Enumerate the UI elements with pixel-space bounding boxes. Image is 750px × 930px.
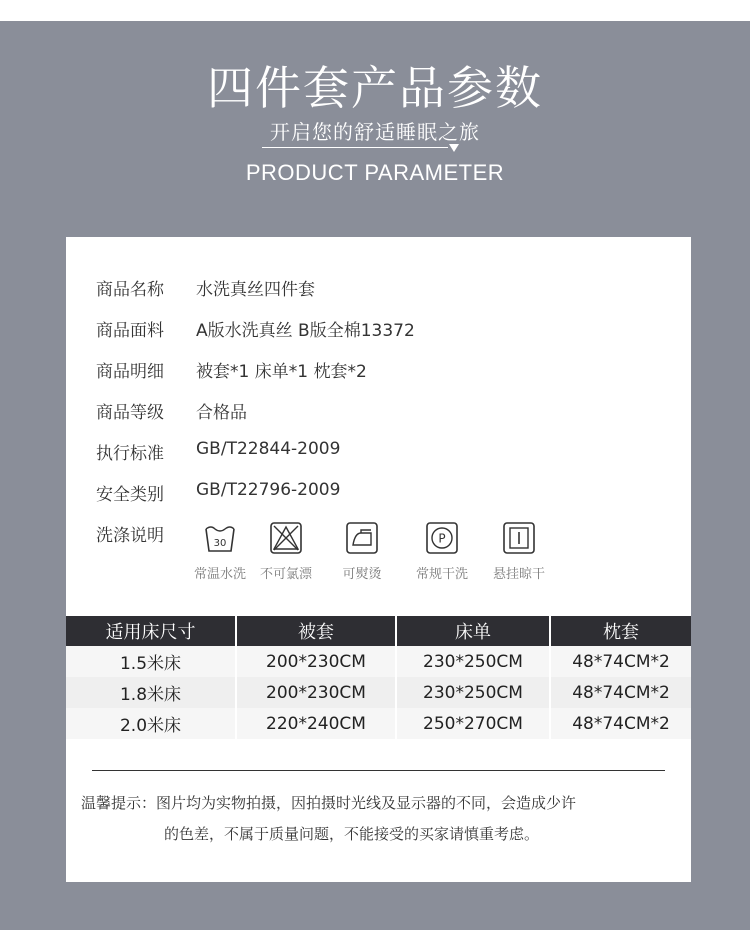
spec-label: 商品名称 (96, 280, 164, 300)
page-subtitle: 开启您的舒适睡眠之旅 (270, 120, 480, 144)
table-cell: 220*240CM (236, 708, 396, 739)
spec-value: 合格品 (196, 403, 247, 423)
spec-label: 执行标准 (96, 444, 164, 464)
care-label-no-bleach: 不可氯漂 (259, 567, 312, 582)
size-table-header (66, 616, 691, 646)
table-row (66, 646, 691, 677)
spec-label: 商品面料 (96, 321, 164, 341)
spec-label: 商品明细 (96, 362, 164, 382)
care-label-wash: 常温水洗 (193, 567, 246, 582)
parameter-card (66, 237, 691, 882)
hang-dry-icon (502, 521, 536, 555)
spec-value: 被套*1 床单*1 枕套*2 (196, 362, 367, 382)
table-cell: 1.8米床 (66, 677, 236, 708)
english-heading: PRODUCT PARAMETER (245, 160, 505, 185)
wash-temperature: 30 (213, 538, 227, 549)
spec-value: 水洗真丝四件套 (196, 280, 315, 300)
column-header: 被套 (236, 616, 396, 646)
no-bleach-icon (269, 521, 303, 555)
size-table (66, 616, 691, 739)
care-label: 洗涤说明 (96, 526, 164, 546)
table-cell: 48*74CM*2 (550, 646, 691, 677)
wash-30-icon (203, 521, 237, 555)
notice-line-1: 温馨提示：图片均为实物拍摄，因拍摄时光线及显示器的不同，会造成少许 (81, 794, 577, 812)
page-title: 四件套产品参数 (207, 61, 543, 115)
table-cell: 2.0米床 (66, 708, 236, 739)
spec-label: 安全类别 (96, 485, 164, 505)
care-label-hang-dry: 悬挂晾干 (492, 567, 545, 582)
table-cell: 48*74CM*2 (550, 677, 691, 708)
spec-label: 商品等级 (96, 403, 164, 423)
table-cell: 1.5米床 (66, 646, 236, 677)
dry-clean-letter: P (438, 531, 446, 546)
table-cell: 230*250CM (396, 677, 550, 708)
column-header: 床单 (396, 616, 550, 646)
spec-value: A版水洗真丝 B版全棉13372 (196, 321, 415, 341)
spec-value: GB/T22796-2009 (196, 480, 341, 500)
notice-line-2: 的色差，不属于质量问题，不能接受的买家请慎重考虑。 (164, 825, 540, 843)
spec-value: GB/T22844-2009 (196, 439, 341, 459)
care-label-iron: 可熨烫 (342, 567, 382, 582)
table-row (66, 708, 691, 739)
table-cell: 250*270CM (396, 708, 550, 739)
care-label-dry-clean: 常规干洗 (415, 567, 468, 582)
table-cell: 48*74CM*2 (550, 708, 691, 739)
table-row (66, 677, 691, 708)
column-header: 适用床尺寸 (66, 616, 236, 646)
table-cell: 230*250CM (396, 646, 550, 677)
dry-clean-p-icon (425, 521, 459, 555)
iron-icon (345, 521, 379, 555)
table-cell: 200*230CM (236, 677, 396, 708)
column-header: 枕套 (550, 616, 691, 646)
notice-divider (92, 770, 665, 771)
header-divider (262, 147, 448, 148)
triangle-down-icon (449, 144, 459, 152)
table-cell: 200*230CM (236, 646, 396, 677)
